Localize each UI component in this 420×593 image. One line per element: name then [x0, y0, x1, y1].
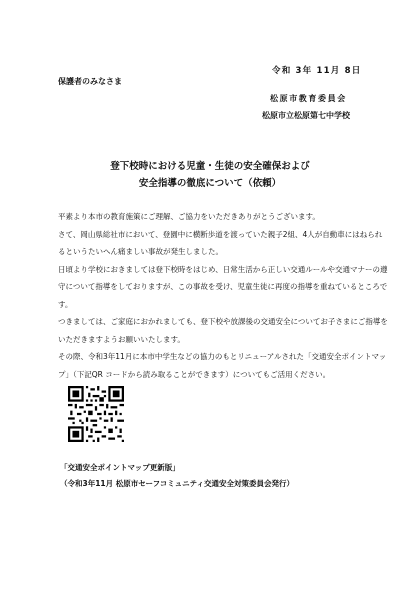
sender-board-of-education: 松原市教育委員会 — [270, 94, 347, 103]
map-caption-title: 「交通安全ポイントマップ更新版」 — [60, 463, 180, 472]
body-paragraph-3: 日頃より学校におきましては登下校時をはじめ、日常生活から正しい交通ルールや交通マナーの遵守について指導をしておりますが、この事故を受け、児童生徒に再度の指導を重ねているところです。 — [58, 264, 388, 309]
document-title-line2: 安全指導の徹底について（依頼） — [138, 178, 282, 189]
body-paragraph-4: つきましては、ご家庭におかれましても、登下校や放課後の交通安全についてお子さまにご指導をいただきますようお願いいたします。 — [58, 317, 388, 344]
body-paragraph-1: 平素より本市の教育施策にご理解、ご協力をいただきありがとうございます。 — [58, 212, 320, 221]
body-paragraph-2: さて、岡山県総社市において、登園中に横断歩道を渡っていた親子2組、4人が自動車にはねられるというたいへん痛ましい事故が発生しました。 — [58, 229, 383, 256]
recipient-line: 保護者のみなさま — [58, 77, 122, 86]
qr-code-icon[interactable] — [68, 386, 124, 442]
body-paragraph-5: その際、令和3年11月に本市中学生などの協力のもとリニューアルされた「交通安全ポイントマップ」（下記QR コードから読み取ることができます）についてもご活用ください。 — [58, 352, 387, 379]
sender-school: 松原市立松原第七中学校 — [262, 111, 350, 120]
map-caption-publisher: （令和3年11月 松原市セーフコミュニティ交通安全対策委員会発行） — [60, 479, 294, 488]
document-body — [58, 208, 388, 383]
document-title-line1: 登下校時における児童・生徒の安全確保および — [110, 161, 310, 172]
document-date: 令和 3年 11月 8日 — [272, 66, 362, 76]
